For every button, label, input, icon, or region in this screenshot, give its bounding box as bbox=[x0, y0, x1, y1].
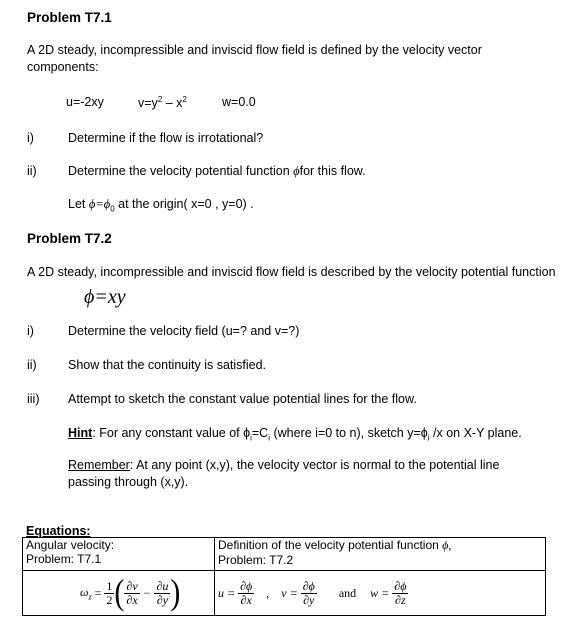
problem-t7-1-title: Problem T7.1 bbox=[27, 10, 112, 25]
p2-item-3-text: Attempt to sketch the constant value potential lines for the flow. bbox=[68, 392, 417, 406]
p2-item-1-number: i) bbox=[27, 324, 34, 338]
p1-item-1-number: i) bbox=[27, 131, 34, 145]
p2-phi-equation: ϕ=xy bbox=[84, 286, 126, 308]
p1-intro-line1: A 2D steady, incompressible and inviscid flow field is defined by the velocity vector bbox=[27, 43, 482, 57]
potential-def-header bbox=[215, 538, 546, 571]
velocity-potential-formula: u = $\frac{\partial\phi}{\partial x}$ , v = $\frac{\partial\phi}{\partial y}$ and w = $\frac{\partial\phi}{\partial z}$ bbox=[215, 571, 546, 616]
angular-velocity-header bbox=[23, 538, 215, 571]
v-component: $v=y^2 - x^2$ bbox=[138, 95, 187, 111]
right-problem-ref: Problem: T7.2 bbox=[218, 553, 294, 567]
u-component: u=-2xy bbox=[66, 95, 104, 109]
p2-item-3-number: iii) bbox=[27, 392, 40, 406]
p1-item-1-text: Determine if the flow is irrotational? bbox=[68, 131, 264, 145]
problem-t7-2-title: Problem T7.2 bbox=[27, 231, 112, 246]
p2-remember-line2: passing through (x,y). bbox=[68, 475, 189, 489]
angular-velocity-formula: $\omega_z$ = $\frac{1}{2}$ ( $\frac{\partial v}{\partial x}$ − $\frac{\partial u}{\partial y}$ ) bbox=[23, 571, 215, 616]
p2-item-2-number: ii) bbox=[27, 358, 37, 372]
p2-item-2-text: Show that the continuity is satisfied. bbox=[68, 358, 267, 372]
angular-velocity-label: Angular velocity: bbox=[26, 538, 115, 552]
p2-remember-line1: Remember: At any point (x,y), the velocity vector is normal to the potential line bbox=[68, 458, 500, 472]
p1-intro-line2: components: bbox=[27, 60, 99, 74]
p1-item-2-text: Determine the velocity potential function ϕfor this flow. bbox=[68, 164, 366, 178]
w-component: w=0.0 bbox=[222, 95, 256, 109]
potential-def-label: Definition of the velocity potential function ϕ, bbox=[218, 538, 452, 552]
p2-intro: A 2D steady, incompressible and inviscid flow field is described by the velocity potential function bbox=[27, 265, 556, 279]
p2-hint: Hint: For any constant value of $\phi_i=C_i$ (where i=0 to n), sketch $y=\phi_i$ /x on X-Y plane. bbox=[68, 426, 522, 443]
p1-item-2-number: ii) bbox=[27, 164, 37, 178]
p1-let-condition: Let $\phi=\phi_0$ at the origin( x=0 , y=0) . bbox=[68, 197, 254, 214]
equations-heading: Equations: bbox=[26, 524, 91, 538]
left-problem-ref: Problem: T7.1 bbox=[26, 552, 102, 566]
equations-table bbox=[22, 537, 546, 616]
p2-item-1-text: Determine the velocity field (u=? and v=?) bbox=[68, 324, 300, 338]
